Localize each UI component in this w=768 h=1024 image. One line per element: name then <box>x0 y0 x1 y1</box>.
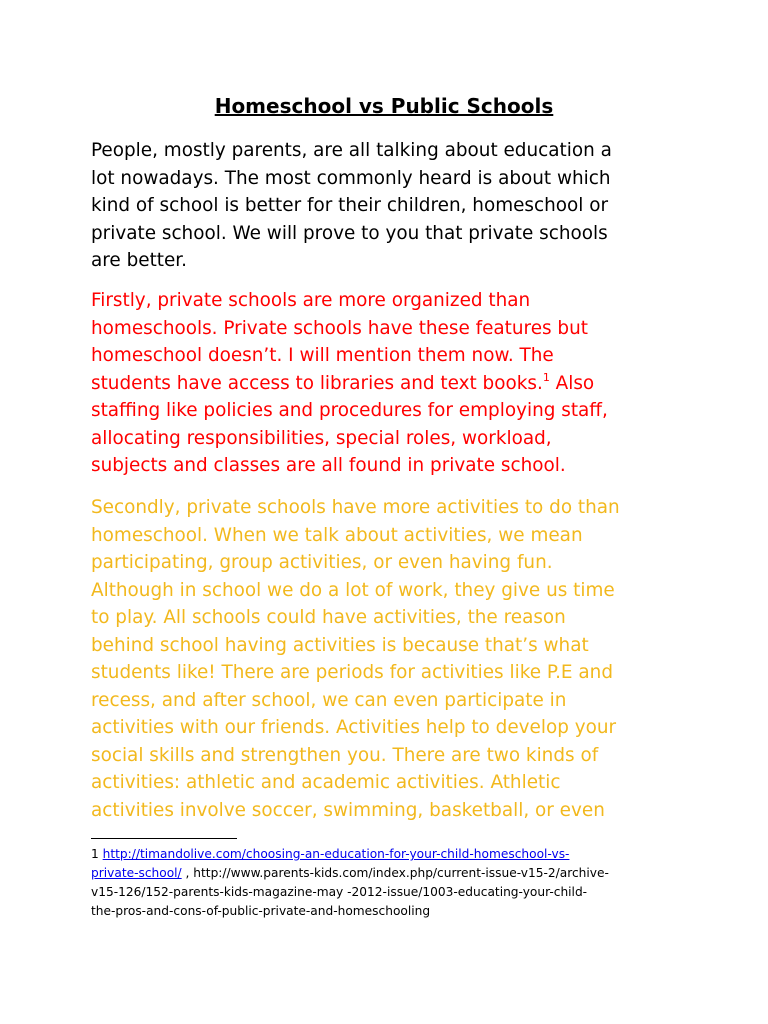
text-line: Secondly, private schools have more activities to do than <box>91 497 620 518</box>
text-line: social skills and strengthen you. There are two kinds of <box>91 744 599 766</box>
text-line: activities involve soccer, swimming, basketball, or even <box>91 799 605 821</box>
footnote-url-text: , http://www.parents-kids.com/index.php/current-issue-v15-2/archive- <box>181 866 609 880</box>
text-line: homeschool. When we talk about activities, we mean <box>91 524 583 546</box>
text-line: participating, group activities, or even having fun. <box>91 552 553 573</box>
footnote-reference[interactable]: 1 <box>542 370 550 384</box>
text-line: homeschool doesn’t. I will mention them now. The <box>91 345 554 366</box>
text-line: Although in school we do a lot of work, they give us time <box>91 579 615 601</box>
footnote-separator <box>91 838 237 839</box>
text-line <box>91 370 691 398</box>
text-line: are better. <box>91 250 188 271</box>
text-fragment: Also <box>549 372 595 394</box>
text-line: People, mostly parents, are all talking about education a <box>91 140 612 161</box>
footnote-line <box>91 845 691 864</box>
paragraph-intro <box>91 137 691 275</box>
text-line: recess, and after school, we can even participate in <box>91 689 567 711</box>
footnote-line: v15-126/152-parents-kids-magazine-may -2012-issue/1003-educating-your-child- <box>91 885 588 899</box>
text-line: kind of school is better for their children, homeschool or <box>91 195 609 216</box>
text-line: behind school having activities is because that’s what <box>91 634 589 656</box>
text-line: subjects and classes are all found in private school. <box>91 455 566 476</box>
text-line: staffing like policies and procedures for employing staff, <box>91 400 608 421</box>
paragraph-secondly <box>91 494 691 824</box>
footnote-number: 1 <box>91 847 99 861</box>
text-line: homeschools. Private schools have these features but <box>91 317 588 339</box>
paragraph-firstly <box>91 287 691 480</box>
footnote-link[interactable]: http://timandolive.com/choosing-an-education-for-your-child-homeschool-vs- <box>102 847 570 861</box>
text-line: students like! There are periods for activities like P.E and <box>91 662 613 683</box>
text-line: to play. All schools could have activities, the reason <box>91 607 566 628</box>
text-fragment: students have access to libraries and text books. <box>91 372 543 394</box>
footnote-link-continued[interactable]: private-school/ <box>91 866 182 880</box>
footnote-line <box>91 864 691 883</box>
footnote-line: the-pros-and-cons-of-public-private-and-homeschooling <box>91 904 431 918</box>
page-title: Homeschool vs Public Schools <box>214 94 554 118</box>
text-line: lot nowadays. The most commonly heard is about which <box>91 167 611 189</box>
text-line: activities: athletic and academic activities. Athletic <box>91 772 561 793</box>
text-line: allocating responsibilities, special roles, workload, <box>91 427 552 449</box>
footnote <box>91 845 691 921</box>
text-line: activities with our friends. Activities help to develop your <box>91 717 617 738</box>
text-line: private school. We will prove to you that private schools <box>91 222 608 244</box>
text-line: Firstly, private schools are more organized than <box>91 290 531 311</box>
